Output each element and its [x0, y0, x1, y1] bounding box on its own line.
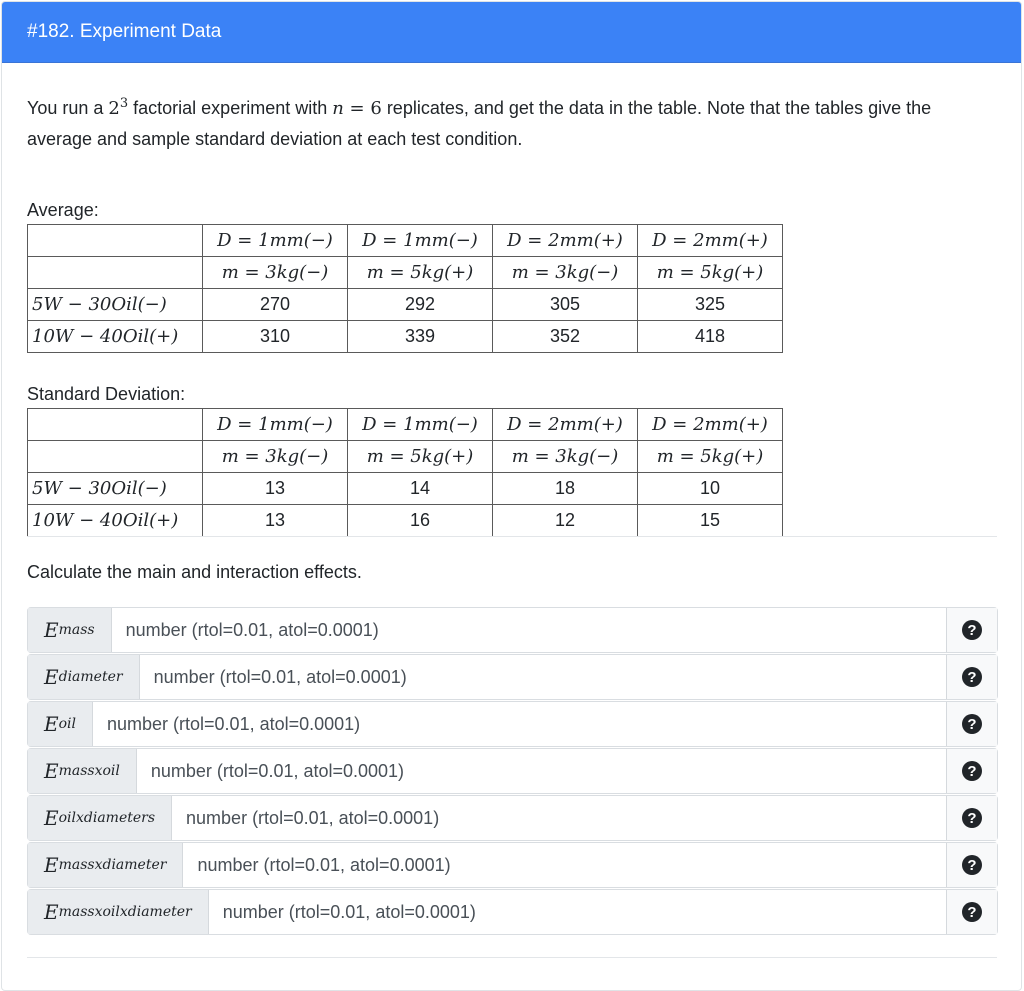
help-button[interactable]: [946, 796, 997, 840]
table-row: [28, 473, 783, 505]
diameter-header: D = 1mm(−): [203, 225, 348, 257]
help-button[interactable]: [946, 655, 997, 699]
table-cell: 15: [638, 505, 783, 537]
help-button[interactable]: [946, 702, 997, 746]
table-row: [28, 321, 783, 353]
answer-label: E massxoilxdiameter: [28, 890, 209, 934]
answer-row-oil-x-diameters: [27, 795, 998, 841]
problem-statement: You run a $2^3$ factorial experiment with n = 6 replicates, and get the data in the table. Note that the tables give the average and sample standard deviation at each test condition.: [27, 96, 932, 149]
answer-row-mass-x-oil: [27, 748, 998, 794]
average-table: [27, 224, 783, 353]
average-section: [27, 199, 783, 353]
table-header-row: [28, 441, 783, 473]
table-cell: 310: [203, 321, 348, 353]
table-cell: 18: [493, 473, 638, 505]
answer-input-oil-x-diameters[interactable]: [172, 796, 946, 840]
table-cell: 292: [348, 289, 493, 321]
answer-label: E oilxdiameters: [28, 796, 172, 840]
table-cell: 13: [203, 473, 348, 505]
mass-header: m = 3kg(−): [203, 257, 348, 289]
answer-input-mass-x-diameter[interactable]: [183, 843, 946, 887]
answer-label: E massxdiameter: [28, 843, 183, 887]
average-label: Average:: [27, 200, 99, 220]
table-header-row: [28, 257, 783, 289]
oil-row-header: 5W − 30Oil(−): [28, 473, 203, 505]
mass-header: m = 5kg(+): [638, 441, 783, 473]
table-row: [28, 289, 783, 321]
answer-input-mass-x-oil-x-diameter[interactable]: [209, 890, 946, 934]
question-circle-icon: ?: [962, 808, 982, 828]
section-divider: [27, 536, 997, 537]
table-cell: 305: [493, 289, 638, 321]
help-button[interactable]: [946, 890, 997, 934]
table-header-row: [28, 225, 783, 257]
question-circle-icon: ?: [962, 855, 982, 875]
diameter-header: D = 1mm(−): [348, 409, 493, 441]
help-button[interactable]: [946, 749, 997, 793]
question-circle-icon: ?: [962, 620, 982, 640]
oil-row-header: 10W − 40Oil(+): [28, 505, 203, 537]
table-cell: 339: [348, 321, 493, 353]
diameter-header: D = 1mm(−): [348, 225, 493, 257]
answer-label: E oil: [28, 702, 93, 746]
diameter-header: D = 2mm(+): [493, 225, 638, 257]
question-circle-icon: ?: [962, 761, 982, 781]
answer-label: E diameter: [28, 655, 140, 699]
mass-header: m = 3kg(−): [493, 257, 638, 289]
question-circle-icon: ?: [962, 902, 982, 922]
table-cell: 13: [203, 505, 348, 537]
std-dev-label: Standard Deviation:: [27, 384, 186, 404]
table-cell: 12: [493, 505, 638, 537]
answer-row-mass: [27, 607, 998, 653]
help-button[interactable]: [946, 608, 997, 652]
question-circle-icon: ?: [962, 667, 982, 687]
oil-row-header: 10W − 40Oil(+): [28, 321, 203, 353]
std-dev-table: [27, 408, 783, 537]
section-divider: [27, 957, 997, 958]
question-title: #182. Experiment Data: [27, 21, 222, 42]
answer-input-oil[interactable]: [93, 702, 946, 746]
question-circle-icon: ?: [962, 714, 982, 734]
question-prompt: Calculate the main and interaction effects.: [27, 562, 362, 582]
table-corner: [28, 225, 203, 257]
table-cell: 352: [493, 321, 638, 353]
table-corner: [28, 409, 203, 441]
table-cell: 10: [638, 473, 783, 505]
answer-row-oil: [27, 701, 998, 747]
mass-header: m = 5kg(+): [348, 441, 493, 473]
table-cell: 325: [638, 289, 783, 321]
card-header: [2, 2, 1021, 63]
diameter-header: D = 2mm(+): [638, 225, 783, 257]
mass-header: m = 5kg(+): [638, 257, 783, 289]
card-body: [2, 89, 1021, 531]
answer-input-mass[interactable]: [112, 608, 946, 652]
answer-input-mass-x-oil[interactable]: [137, 749, 946, 793]
diameter-header: D = 2mm(+): [638, 409, 783, 441]
table-cell: 270: [203, 289, 348, 321]
oil-row-header: 5W − 30Oil(−): [28, 289, 203, 321]
answer-label: E mass: [28, 608, 112, 652]
answer-input-diameter[interactable]: [140, 655, 946, 699]
table-corner: [28, 441, 203, 473]
mass-header: m = 3kg(−): [203, 441, 348, 473]
answer-row-diameter: [27, 654, 998, 700]
mass-header: m = 5kg(+): [348, 257, 493, 289]
help-button[interactable]: [946, 843, 997, 887]
mass-header: m = 3kg(−): [493, 441, 638, 473]
table-cell: 418: [638, 321, 783, 353]
question-card: [1, 1, 1022, 991]
diameter-header: D = 2mm(+): [493, 409, 638, 441]
table-cell: 14: [348, 473, 493, 505]
answer-row-mass-x-oil-x-diameter: [27, 889, 998, 935]
table-header-row: [28, 409, 783, 441]
answer-label: E massxoil: [28, 749, 137, 793]
diameter-header: D = 1mm(−): [203, 409, 348, 441]
table-corner: [28, 257, 203, 289]
answer-row-mass-x-diameter: [27, 842, 998, 888]
table-row: [28, 505, 783, 537]
table-cell: 16: [348, 505, 493, 537]
std-dev-section: [27, 383, 783, 537]
